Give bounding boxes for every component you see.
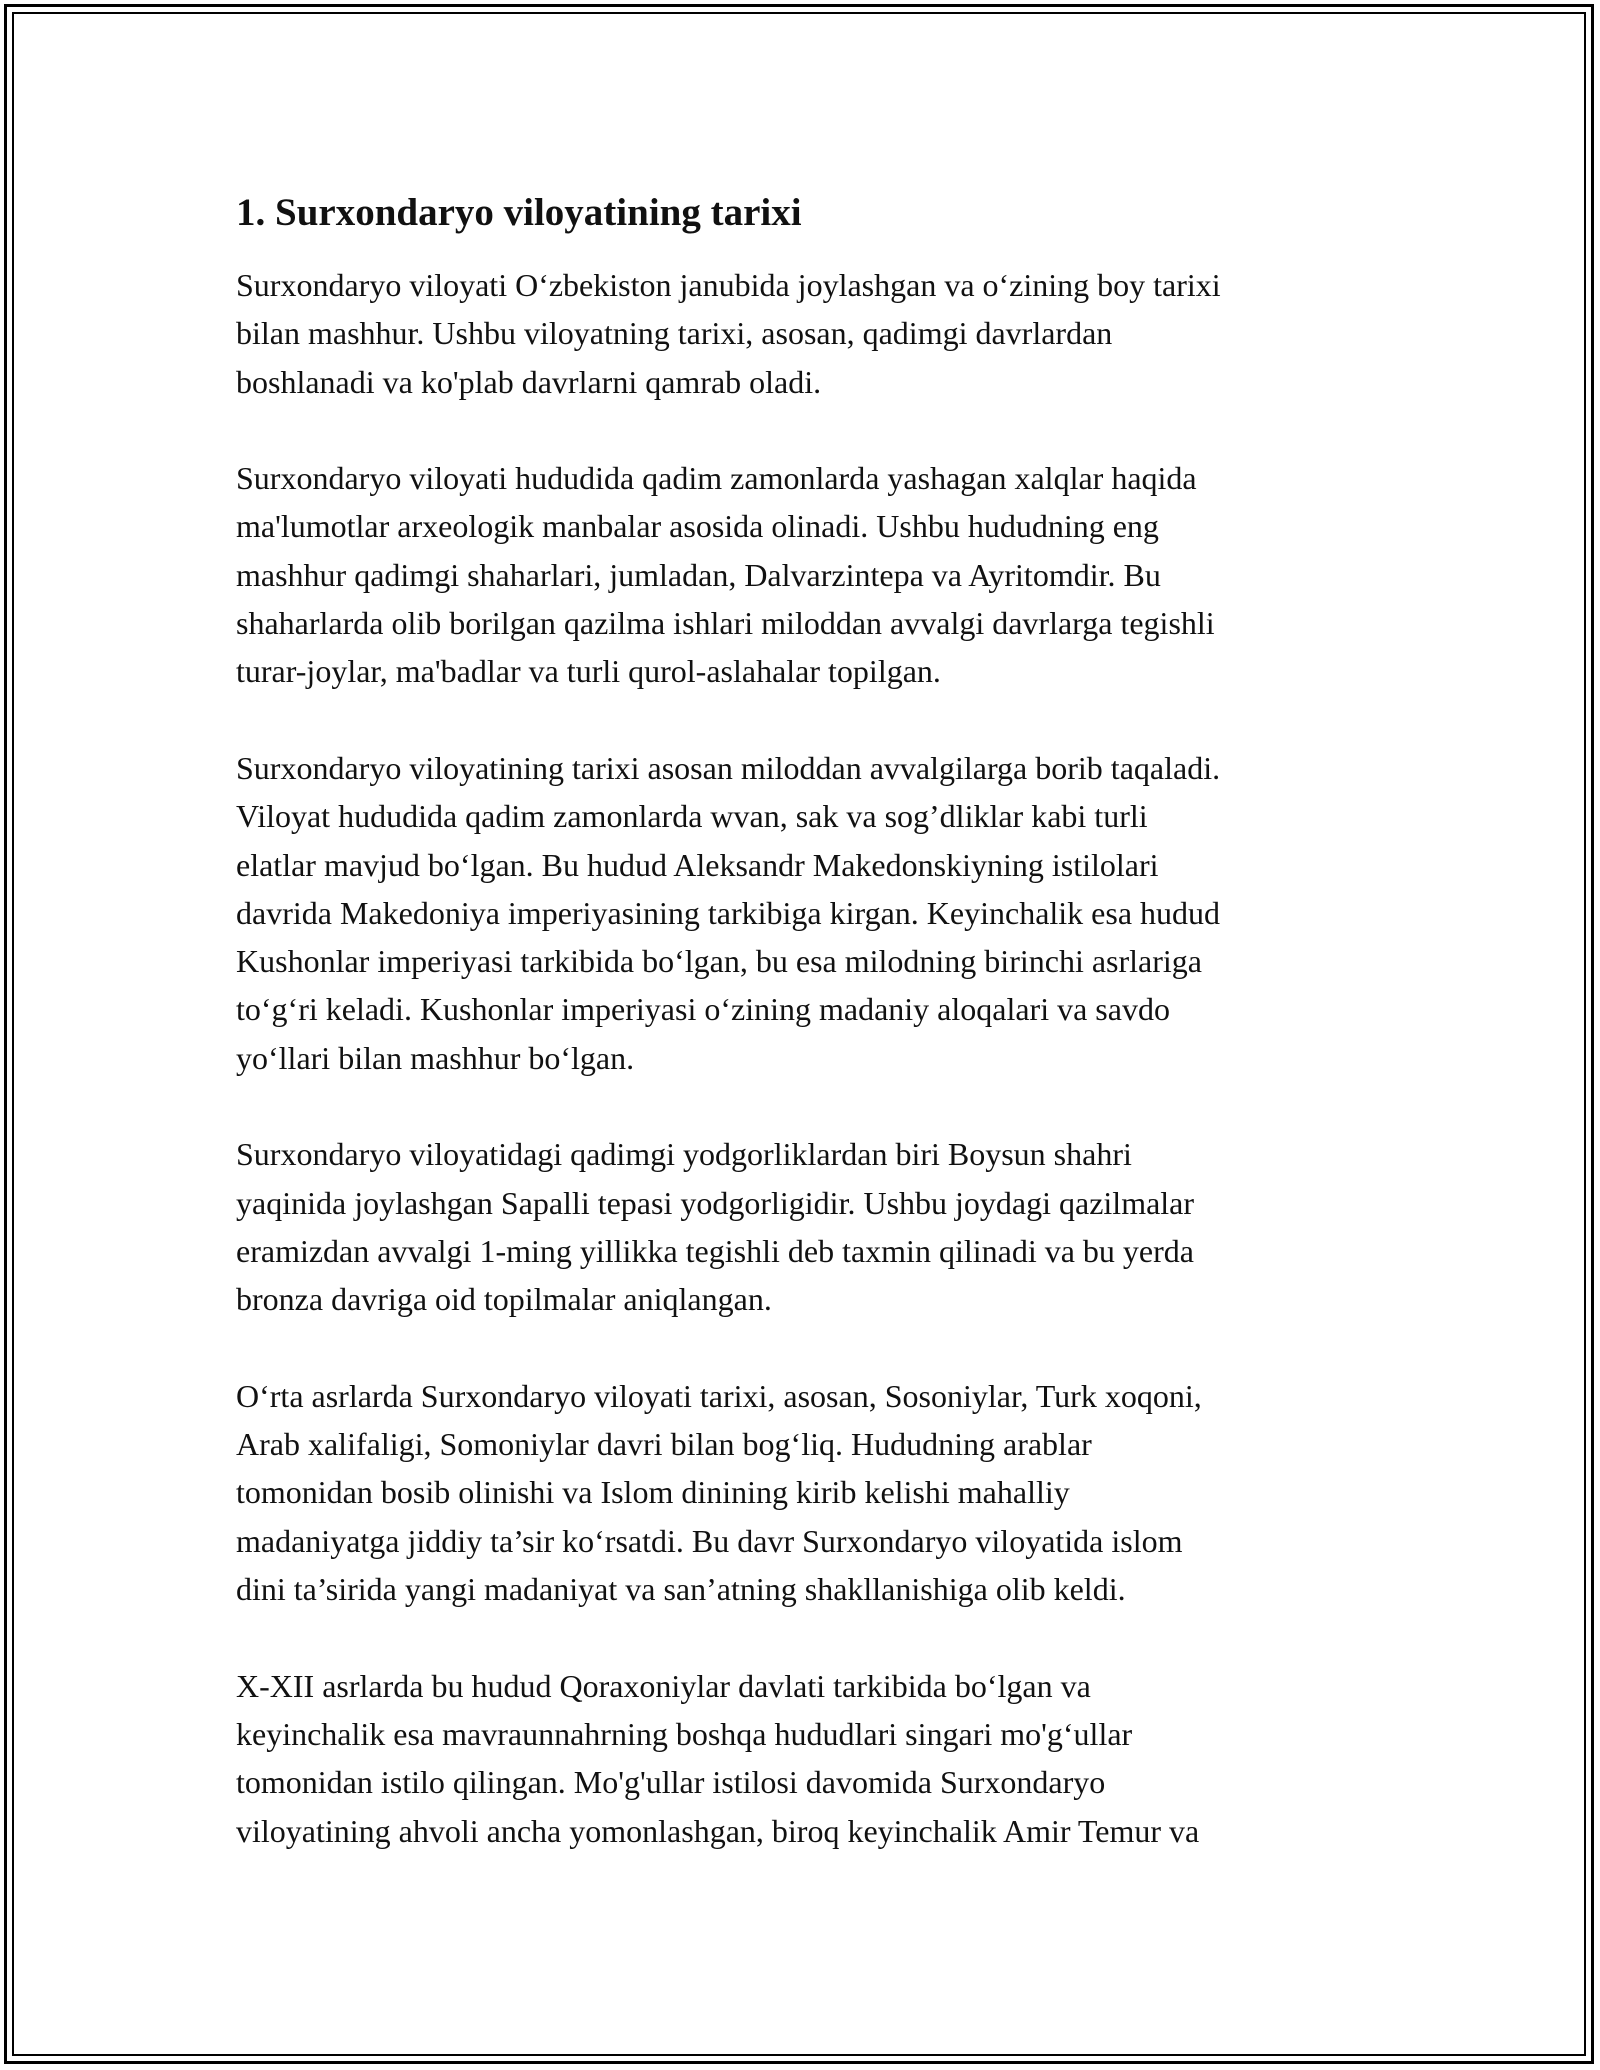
text-line: Surxondaryo viloyatidagi qadimgi yodgorliklardan biri Boysun shahri (236, 1136, 1132, 1173)
text-line: Surxondaryo viloyati O‘zbekiston janubida joylashgan va o‘zining boy tarixi (236, 267, 1221, 303)
text-line: yaqinida joylashgan Sapalli tepasi yodgorligidir. Ushbu joydagi qazilmalar (236, 1184, 1195, 1221)
paragraph-6 (236, 1662, 1376, 1855)
paragraph-4 (236, 1130, 1376, 1323)
text-line: Kushonlar imperiyasi tarkibida bo‘lgan, bu esa milodning birinchi asrlariga (236, 943, 1202, 980)
text-line: tomonidan bosib olinishi va Islom dinining kirib kelishi mahalliy (236, 1474, 1070, 1511)
text-line: Surxondaryo viloyatining tarixi asosan miloddan avvalgilarga borib taqaladi. (236, 749, 1221, 786)
text-line: ma'lumotlar arxeologik manbalar asosida olinadi. Ushbu hududning eng (236, 508, 1159, 545)
text-line: Arab xalifaligi, Somoniylar davri bilan bog‘liq. Hududning arablar (236, 1426, 1092, 1463)
text-line: davrida Makedoniya imperiyasining tarkibiga kirgan. Keyinchalik esa hudud (236, 894, 1221, 931)
text-line: viloyatining ahvoli ancha yomonlashgan, biroq keyinchalik Amir Temur va (236, 1812, 1200, 1849)
text-line: dini ta’sirida yangi madaniyat va san’atning shakllanishiga olib keldi. (236, 1571, 1126, 1608)
text-line: bronza davriga oid topilmalar aniqlangan. (236, 1281, 772, 1318)
text-line: Viloyat hududida qadim zamonlarda wvan, sak va sog’dliklar kabi turli (236, 798, 1148, 835)
text-line: keyinchalik esa mavraunnahrning boshqa hududlari singari mo'g‘ullar (236, 1715, 1133, 1752)
text-line: yo‘llari bilan mashhur bo‘lgan. (236, 1039, 635, 1076)
text-line: shaharlarda olib borilgan qazilma ishlari miloddan avvalgi davrlarga tegishli (236, 605, 1215, 642)
paragraph-2 (236, 454, 1376, 695)
text-line: mashhur qadimgi shaharlari, jumladan, Dalvarzintepa va Ayritomdir. Bu (236, 556, 1161, 593)
text-line: bilan mashhur. Ushbu viloyatning tarixi, asosan, qadimgi davrlardan (236, 315, 1113, 352)
text-line: eramizdan avvalgi 1-ming yillikka tegishli deb taxmin qilinadi va bu yerda (236, 1232, 1194, 1269)
text-line: elatlar mavjud bo‘lgan. Bu hudud Aleksandr Makedonskiyning istilolari (236, 846, 1159, 883)
text-line: madaniyatga jiddiy ta’sir ko‘rsatdi. Bu davr Surxondaryo viloyatida islom (236, 1522, 1183, 1559)
paragraph-3 (236, 744, 1376, 1082)
text-line: X-XII asrlarda bu hudud Qoraxoniylar davlati tarkibida bo‘lgan va (236, 1667, 1091, 1704)
text-line: to‘g‘ri keladi. Kushonlar imperiyasi o‘zining madaniy aloqalari va savdo (236, 991, 1170, 1028)
text-line: turar-joylar, ma'badlar va turli qurol-aslahalar topilgan. (236, 653, 941, 690)
document-body (236, 185, 1376, 1903)
text-line: tomonidan istilo qilingan. Mo'g'ullar istilosi davomida Surxondaryo (236, 1764, 1106, 1801)
text-line: Surxondaryo viloyati hududida qadim zamonlarda yashagan xalqlar haqida (236, 460, 1197, 497)
text-line: boshlanadi va ko'plab davrlarni qamrab oladi. (236, 363, 822, 400)
paragraph-1 (236, 261, 1376, 406)
paragraph-5 (236, 1372, 1376, 1613)
text-line: O‘rta asrlarda Surxondaryo viloyati tarixi, asosan, Sosoniylar, Turk xoqoni, (236, 1377, 1202, 1414)
section-heading: 1. Surxondaryo viloyatining tarixi (236, 191, 802, 234)
